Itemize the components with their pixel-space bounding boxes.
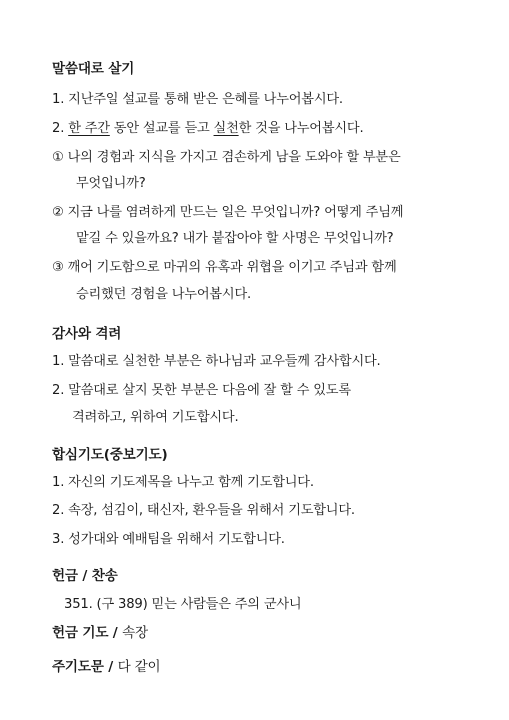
sub-item: ② 지금 나를 염려하게 만드는 일은 무엇입니까? 어떻게 주님께	[52, 205, 404, 220]
item-prefix: 2.	[52, 121, 69, 136]
sub-item-continued: 승리했던 경험을 나누어봅시다.	[76, 287, 251, 302]
underlined-text: 한 주간	[68, 121, 110, 136]
offering-prayer-leader: 속장	[122, 625, 148, 641]
list-item: 1. 말씀대로 실천한 부분은 하나님과 교우들께 감사합시다.	[52, 354, 381, 369]
list-item: 2. 말씀대로 살지 못한 부분은 다음에 잘 할 수 있도록	[52, 383, 351, 398]
item-text: 동안 설교를 듣고	[109, 121, 214, 136]
sub-item-continued: 맡길 수 있을까요? 내가 붙잡아야 할 사명은 무엇입니까?	[76, 231, 394, 246]
lords-prayer-line	[52, 655, 160, 675]
lords-prayer-label: 주기도문 /	[52, 659, 118, 675]
hymn-line: 351. (구 389) 믿는 사람들은 주의 군사니	[64, 597, 302, 612]
section-heading-prayer: 합심기도(중보기도)	[52, 447, 168, 463]
sub-item-continued: 무엇입니까?	[76, 176, 146, 191]
list-item	[52, 117, 363, 136]
offering-prayer-line	[52, 621, 148, 641]
offering-prayer-label: 헌금 기도 /	[52, 625, 123, 641]
list-item: 1. 자신의 기도제목을 나누고 함께 기도합니다.	[52, 475, 314, 490]
list-item-continued: 격려하고, 위하여 기도합시다.	[72, 410, 239, 425]
item-text: 한 것을 나누어봅시다.	[238, 121, 364, 136]
list-item: 2. 속장, 섬김이, 태신자, 환우들을 위해서 기도합니다.	[52, 503, 355, 518]
sub-item: ① 나의 경험과 지식을 가지고 겸손하게 남을 도와야 할 부분은	[52, 150, 401, 165]
section-heading-living-by-word: 말씀대로 살기	[52, 61, 135, 77]
lords-prayer-by: 다 같이	[117, 659, 161, 675]
section-heading-thanks: 감사와 격려	[52, 326, 122, 342]
sub-item: ③ 깨어 기도함으로 마귀의 유혹과 위협을 이기고 주님과 함께	[52, 260, 397, 275]
underlined-text: 실천	[213, 121, 239, 136]
list-item: 3. 성가대와 예배팀을 위해서 기도합니다.	[52, 532, 285, 547]
list-item: 1. 지난주일 설교를 통해 받은 은혜를 나누어봅시다.	[52, 92, 343, 107]
section-heading-offering: 헌금 / 찬송	[52, 568, 118, 584]
